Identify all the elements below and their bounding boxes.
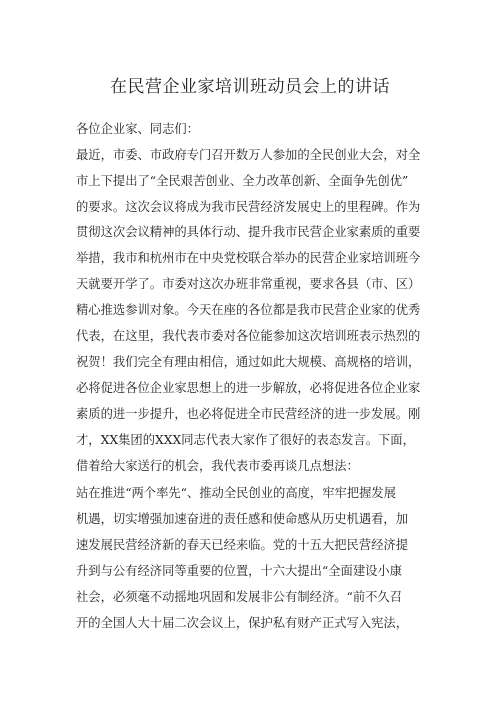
paragraph-line: 举措，我市和杭州市在中央党校联合举办的民营企业家培训班今: [76, 251, 421, 265]
paragraph-line: 开的全国人大十届二次会议上，保护私有财产正式写入宪法，: [76, 616, 409, 630]
paragraph-line: 代表，在这里，我代表市委对各位能参加这次培训班表示热烈的: [76, 329, 421, 343]
paragraph-line: 社会，必须毫不动摇地巩固和发展非公有制经济。“前不久召: [76, 590, 403, 604]
paragraph-line: 的要求。这次会议将成为我市民营经济发展史上的里程碑。作为: [76, 200, 421, 214]
paragraph-line: 天就要开学了。市委对这次办班非常重视，要求各县（市、区）: [76, 277, 421, 291]
paragraph-line: 站在推进“两个率先“、推动全民创业的高度，牢牢把握发展: [76, 486, 396, 500]
paragraph-line: 精心推选参训对象。今天在座的各位都是我市民营企业家的优秀: [76, 303, 421, 317]
paragraph-line: 最近，市委、市政府专门召开数万人参加的全民创业大会，对全: [76, 148, 421, 162]
paragraph-line: 各位企业家、同志们：: [76, 122, 199, 136]
paragraph-line: 必将促进各位企业家思想上的进一步解放，必将促进各位企业家: [76, 381, 421, 395]
paragraph-line: 升到与公有经济同等重要的位置，十六大提出“全面建设小康: [76, 564, 403, 578]
document-title: 在民营企业家培训班动员会上的讲话: [110, 77, 390, 97]
paragraph-line: 才，XX集团的XXX同志代表大家作了很好的表态发言。下面，: [76, 433, 415, 447]
paragraph-line: 贯彻这次会议精神的具体行动、提升我市民营企业家素质的重要: [76, 225, 421, 239]
paragraph-line: 速发展民营经济新的春天已经来临。党的十五大把民营经济提: [76, 538, 409, 552]
paragraph-line: 祝贺！我们完全有理由相信，通过如此大规模、高规格的培训，: [76, 355, 421, 369]
paragraph-line: 市上下提出了“全民艰苦创业、全力改革创新、全面争先创优”: [76, 174, 409, 188]
paragraph-line: 素质的进一步提升，也必将促进全市民营经济的进一步发展。刚: [76, 407, 421, 421]
paragraph-line: 借着给大家送行的机会，我代表市委再谈几点想法：: [76, 459, 359, 473]
paragraph-line: 机遇，切实增强加速奋进的责任感和使命感从历史机遇看，加: [76, 512, 409, 526]
